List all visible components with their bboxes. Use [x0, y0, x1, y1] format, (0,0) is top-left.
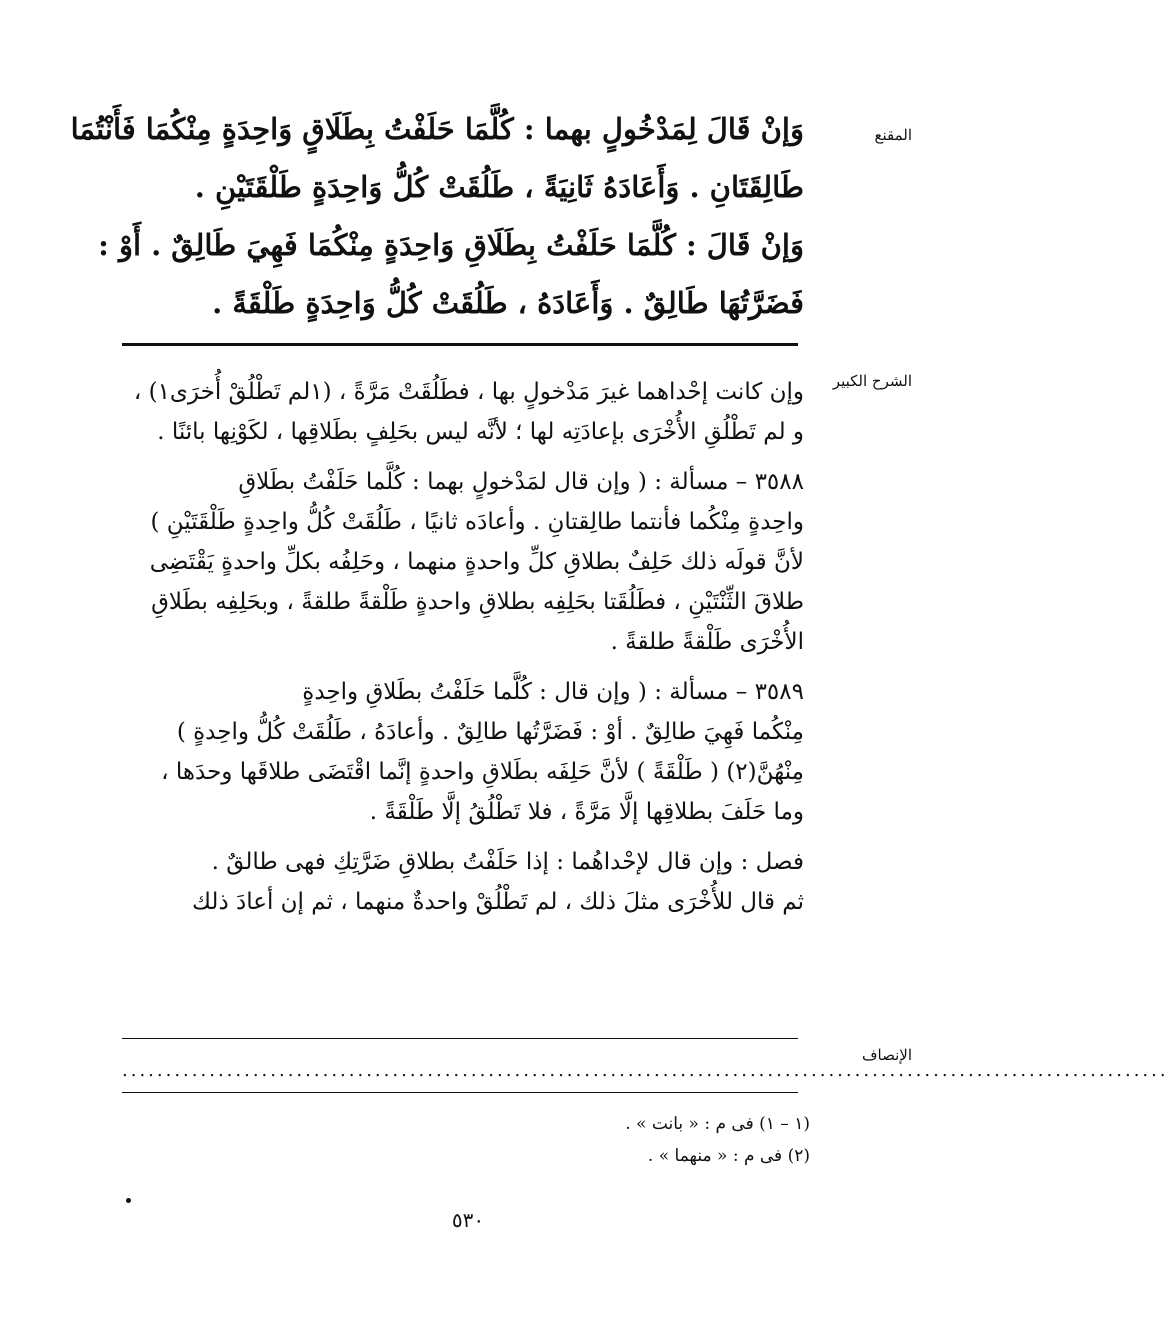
sharh-line: الأُخْرَى طَلْقةً طلقةً . — [610, 629, 804, 655]
sharh-line: و لم تَطْلُقِ الأُخْرَى بإعادَتِه لها ؛ لأنَّه ليس بحَلِفٍ بطَلاقِها ، لكَوْنِها بائنًا . — [157, 419, 804, 445]
muqni-line: طَالِقَتَانِ . وَأَعَادَهُ ثَانِيَةً ، طَلُقَتْ كُلُّ وَاحِدَةٍ طَلْقَتَيْنِ . — [194, 170, 804, 204]
sharh-line: ثم قال للأُخْرَى مثلَ ذلك ، لم تَطْلُقْ واحدةٌ منهما ، ثم إن أعادَ ذلك — [192, 889, 804, 915]
muqni-line: وَإنْ قَالَ : كُلَّمَا حَلَفْتُ بِطَلَاقِ وَاحِدَةٍ مِنْكُمَا فَهِيَ طَالِقٌ . أَوْ : — [98, 228, 804, 262]
sharh-line: واحِدةٍ مِنْكُما فأنتما طالِقتانِ . وأعادَه ثانيًا ، طَلُقَتْ كُلُّ واحِدةٍ طَلْقَتَيْنِ ) — [150, 509, 804, 535]
footnotes — [120, 1108, 810, 1172]
stray-dot — [126, 1198, 131, 1203]
sharh-line: مِنْهُنَّ(٢) ( طَلْقَةً ) لأنَّ حَلِفَه بطَلاقِ واحدةٍ إنَّما اقْتَضَى طلاقَها وحدَها ، — [161, 759, 804, 785]
insaf-bottom-rule — [122, 1092, 798, 1093]
page-number: ٥٣٠ — [451, 1208, 485, 1232]
muqni-line: فَضَرَّتُهَا طَالِقٌ . وَأَعَادَهُ ، طَلُقَتْ كُلُّ وَاحِدَةٍ طَلْقَةً . — [212, 286, 804, 320]
sharh-paragraph-3589 — [118, 672, 804, 832]
insaf-dotted-line: ........................................................................................................................ — [122, 1060, 1169, 1081]
sharh-line: فصل : وإن قال لإحْداهُما : إذا حَلَفْتُ بطلاقِ ضَرَّتِكِ فهى طالقٌ . — [211, 849, 804, 875]
sharh-paragraph-3588 — [118, 462, 804, 662]
margin-label-muqni: المقنع — [874, 126, 912, 144]
sharh-line: ٣٥٨٩ – مسألة : ( وإن قال : كُلَّما حَلَفْتُ بطَلاقِ واحِدةٍ — [302, 679, 804, 705]
footnote: (٢) فى م : « منهما » . — [647, 1146, 810, 1166]
sharh-paragraph — [118, 372, 804, 452]
sharh-line: وإن كانت إحْداهما غيرَ مَدْخولٍ بها ، فطَلُقَتْ مَرَّةً ، (١لم تَطْلُقْ أُخرَى١) ، — [133, 379, 804, 405]
margin-label-sharh: الشرح الكبير — [832, 372, 912, 390]
muqni-line: وَإنْ قَالَ لِمَدْخُولٍ بهما : كُلَّمَا حَلَفْتُ بِطَلَاقٍ وَاحِدَةٍ مِنْكُمَا فَأَنْتُمَا — [70, 112, 804, 146]
section-divider — [122, 343, 798, 346]
sharh-line: ٣٥٨٨ – مسألة : ( وإن قال لمَدْخولٍ بهما : كُلَّما حَلَفْتُ بطَلاقِ — [238, 469, 804, 495]
footnote: (١ – ١) فى م : « بانت » . — [625, 1114, 810, 1134]
margin-label-insaf: الإنصاف — [861, 1046, 912, 1064]
sharh-paragraph-fasl — [118, 842, 804, 922]
sharh-text — [118, 372, 804, 922]
insaf-top-rule — [122, 1038, 798, 1039]
sharh-line: طلاقَ الثِّنْتَيْنِ ، فطَلُقَتا بحَلِفِه بطلاقِ واحدةٍ طَلْقةً طلقةً ، وبحَلِفِه بطَلاقِ — [151, 589, 804, 615]
muqni-text — [70, 100, 804, 332]
sharh-line: مِنْكُما فَهِيَ طالِقٌ . أوْ : فَضَرَّتُها طالِقٌ . وأعادَهُ ، طَلُقَتْ كُلُّ واحِدةٍ ) — [176, 719, 804, 745]
sharh-line: وما حَلَفَ بطلاقِها إلَّا مَرَّةً ، فلا تَطْلُقُ إلَّا طَلْقَةً . — [369, 799, 804, 825]
sharh-line: لأنَّ قولَه ذلك حَلِفٌ بطلاقِ كلِّ واحدةٍ منهما ، وحَلِفُه بكلِّ واحدةٍ يَقْتَضِى — [149, 549, 804, 575]
